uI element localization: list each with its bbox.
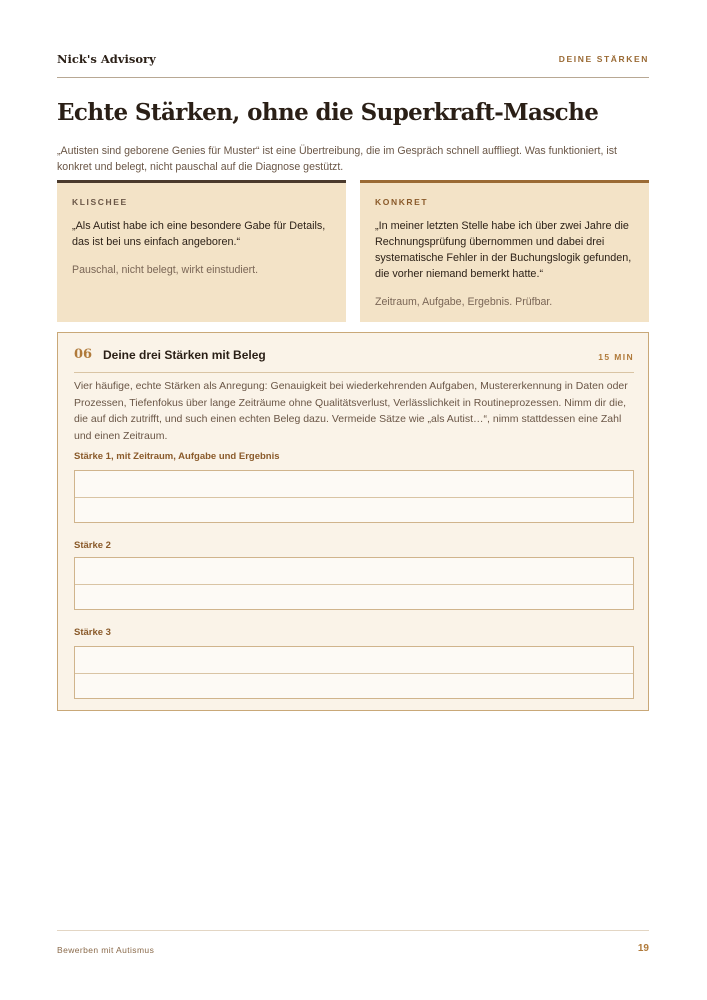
concrete-quote: „In meiner letzten Stelle habe ich über zwei Jahre die Rechnungsprüfung übernommen und dabei drei systematische Fehler in der Buchungslogik gefunden, die vorher niemand bemerkt hatte.“ [375,220,632,280]
brand-name: Nick's Advisory [57,52,156,66]
exercise-duration: 15 MIN [598,352,634,362]
strength-3-field[interactable] [74,646,634,699]
page-number: 19 [637,943,649,954]
exercise-title: Deine drei Stärken mit Beleg [103,348,266,362]
strength-3-label: Stärke 3 [74,627,111,638]
exercise-number: 06 [74,347,93,362]
cliche-quote: „Als Autist habe ich eine besondere Gabe für Details, das ist bei uns einfach angeboren.“ [72,220,326,248]
page-header [57,52,649,78]
writing-line [75,584,633,585]
cliche-note: Pauschal, nicht belegt, wirkt einstudiert. [72,264,259,276]
section-label: DEINE STÄRKEN [558,54,649,64]
strength-1-label: Stärke 1, mit Zeitraum, Aufgabe und Ergebnis [74,451,280,462]
concrete-label: KONKRET [375,197,429,207]
footer-book-title: Bewerben mit Autismus [57,945,155,955]
cliche-label: KLISCHEE [72,197,128,207]
page-title: Echte Stärken, ohne die Superkraft-Masche [57,99,599,126]
writing-line [75,497,633,498]
exercise-box [57,332,649,711]
concrete-note: Zeitraum, Aufgabe, Ergebnis. Prüfbar. [375,296,553,308]
strength-1-field[interactable] [74,470,634,523]
cliche-card [57,180,346,322]
writing-line [75,673,633,674]
concrete-card [360,180,649,322]
exercise-header [74,347,634,373]
intro-text: „Autisten sind geborene Genies für Muster“ ist eine Übertreibung, die im Gespräch schnell auffliegt. Was funktioniert, ist konkret und belegt, nicht pauschal auf die Diagnose gestützt. [57,145,617,173]
exercise-description: Vier häufige, echte Stärken als Anregung: Genauigkeit bei wiederkehrenden Aufgaben, Mustererkennung in Daten oder Prozessen, Tiefenfokus über lange Zeiträume ohne Qualitätsverlust, Verlässlichkeit in Routineprozessen. Nimm dir die, die auf dich zutrifft, und such einen echten Beleg dazu. Vermeide Sätze wie „als Autist…“, nimm stattdessen eine Zahl und einen Zeitraum. [74,380,628,442]
strength-2-field[interactable] [74,557,634,610]
page-footer [57,930,649,960]
strength-2-label: Stärke 2 [74,540,111,551]
